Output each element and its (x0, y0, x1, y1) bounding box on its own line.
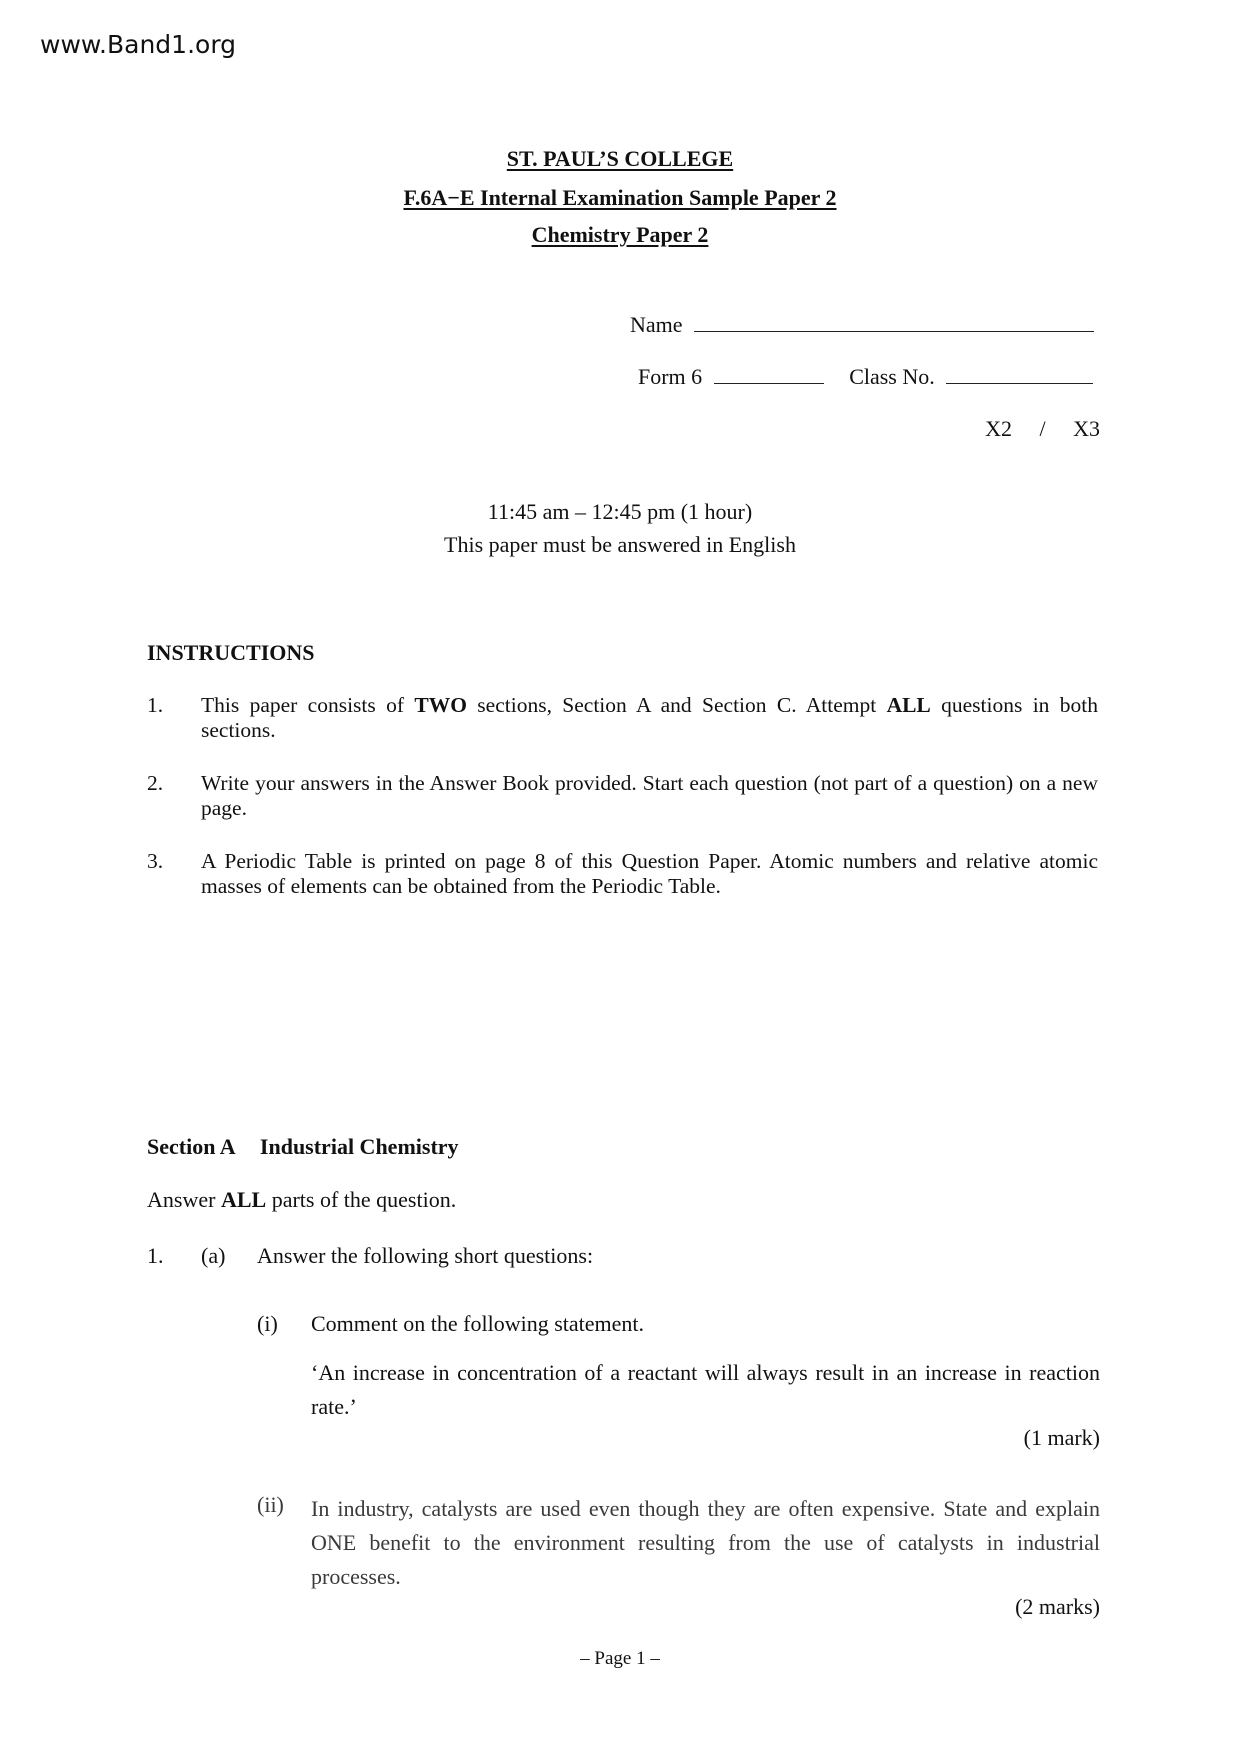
sub-i-label: (i) (257, 1311, 278, 1336)
school-title: ST. PAUL’S COLLEGE (506, 146, 734, 171)
option-x2: X2 (985, 416, 1012, 441)
instruction-text: This paper consists of TWO sections, Section A and Section C. Attempt ALL questions in both sections. (201, 693, 1099, 742)
name-field-row (630, 312, 1100, 338)
sub-ii-marks: (2 marks) (1015, 1594, 1100, 1619)
sub-ii-text: In industry, catalysts are used even though they are often expensive. State and explain ONE benefit to the environment resulting from the use of catalysts in industrial processes. (311, 1496, 1100, 1589)
instruction-text: A Periodic Table is printed on page 8 of this Question Paper. Atomic numbers and relative atomic masses of elements can be obtained from the Periodic Table. (201, 849, 1098, 898)
exam-time: 11:45 am – 12:45 pm (1 hour) (487, 499, 753, 524)
instruction-number: 2. (147, 771, 164, 795)
subject-title: Chemistry Paper 2 (531, 222, 709, 247)
instruction-number: 3. (147, 849, 164, 873)
exam-language: This paper must be answered in English (444, 532, 796, 557)
sub-i-text: Comment on the following statement. (311, 1311, 645, 1336)
section-a-title: Industrial Chemistry (259, 1134, 459, 1159)
form-label: Form 6 (638, 364, 703, 389)
name-label: Name (630, 312, 683, 337)
section-a-instruction: Answer ALL parts of the question. (147, 1187, 457, 1212)
section-a-heading (147, 1134, 459, 1160)
form-class-row (638, 364, 1100, 390)
option-x3: X3 (1073, 416, 1100, 441)
class-no-blank[interactable] (946, 383, 1093, 384)
sub-i-marks: (1 mark) (1023, 1425, 1100, 1450)
name-blank[interactable] (694, 331, 1094, 332)
instruction-text: Write your answers in the Answer Book provided. Start each question (not part of a question) on a new page. (201, 771, 1098, 820)
exam-title: F.6A−E Internal Examination Sample Paper 2 (403, 185, 837, 210)
sub-i-quote: ‘An increase in concentration of a reactant will always result in an increase in reaction rate.’ (311, 1360, 1100, 1419)
part-a-label: (a) (201, 1243, 226, 1268)
section-a-label: Section A (147, 1134, 235, 1159)
instructions-title: INSTRUCTIONS (147, 640, 315, 665)
option-row (980, 416, 1100, 442)
sub-ii-label: (ii) (257, 1492, 284, 1517)
instruction-number: 1. (147, 693, 164, 717)
question-number: 1. (147, 1243, 164, 1268)
option-separator: / (1039, 416, 1046, 441)
form-blank[interactable] (714, 383, 824, 384)
page-number: – Page 1 – (580, 1648, 660, 1669)
class-no-label: Class No. (849, 364, 935, 389)
watermark: www.Band1.org (40, 30, 237, 59)
part-a-text: Answer the following short questions: (257, 1243, 594, 1268)
